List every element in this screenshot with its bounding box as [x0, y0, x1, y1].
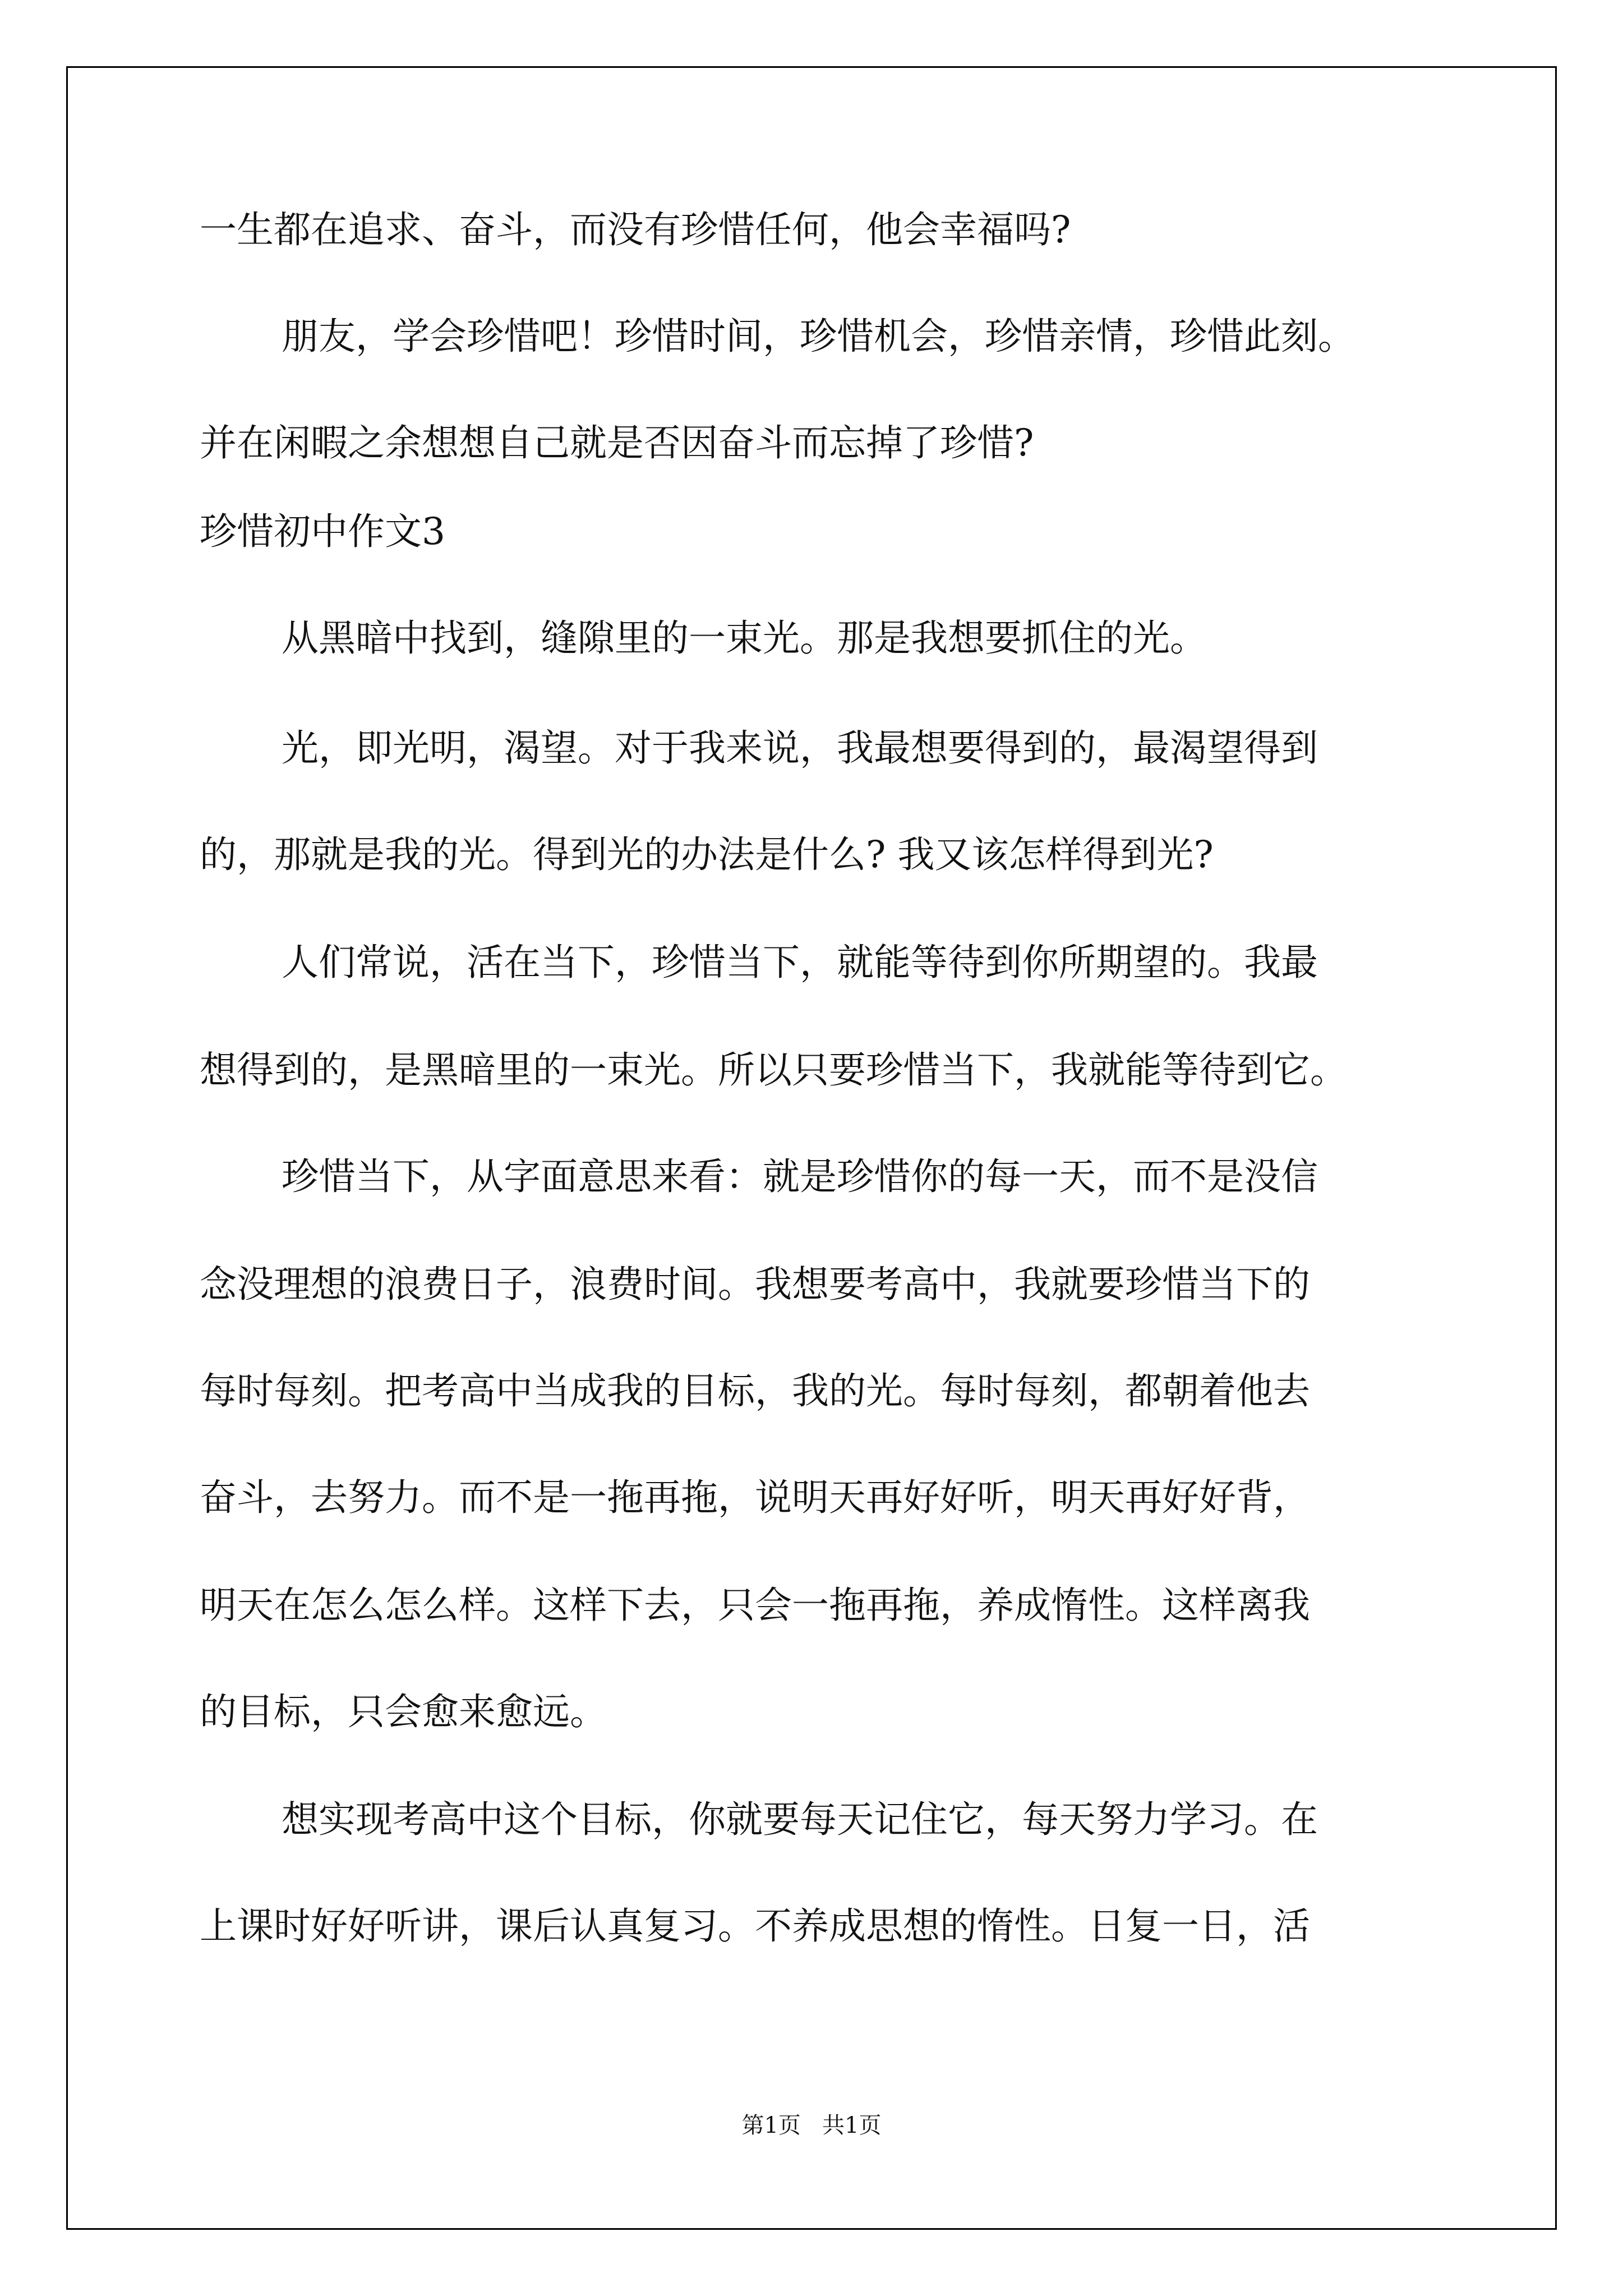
text-line: 上课时好好听讲，课后认真复习。不养成思想的惰性。日复一日，活	[200, 1904, 1310, 1948]
text-line: 人们常说，活在当下，珍惜当下，就能等待到你所期望的。我最	[282, 941, 1318, 984]
text-line: 想实现考高中这个目标，你就要每天记住它，每天努力学习。在	[282, 1798, 1318, 1841]
text-line: 从黑暗中找到，缝隙里的一束光。那是我想要抓住的光。	[282, 616, 1207, 660]
section-title: 珍惜初中作文3	[200, 510, 445, 553]
text-line: 想得到的，是黑暗里的一束光。所以只要珍惜当下，我就能等待到它。	[200, 1048, 1347, 1092]
text-line: 明天在怎么怎么样。这样下去，只会一拖再拖，养成惰性。这样离我	[200, 1584, 1310, 1627]
text-line: 每时每刻。把考高中当成我的目标，我的光。每时每刻，都朝着他去	[200, 1369, 1310, 1412]
text-line: 的，那就是我的光。得到光的办法是什么? 我又该怎样得到光?	[200, 833, 1214, 876]
text-line: 一生都在追求、奋斗，而没有珍惜任何，他会幸福吗?	[200, 208, 1071, 251]
text-line: 的目标，只会愈来愈远。	[200, 1690, 607, 1733]
text-line: 并在闲暇之余想想自己就是否因奋斗而忘掉了珍惜?	[200, 421, 1034, 464]
text-line: 珍惜当下，从字面意思来看：就是珍惜你的每一天，而不是没信	[282, 1155, 1318, 1198]
text-line: 奋斗，去努力。而不是一拖再拖，说明天再好好听，明天再好好背，	[200, 1476, 1310, 1519]
text-line: 光，即光明，渴望。对于我来说，我最想要得到的，最渴望得到	[282, 726, 1318, 770]
text-line: 朋友，学会珍惜吧！珍惜时间，珍惜机会，珍惜亲情，珍惜此刻。	[282, 315, 1355, 358]
page-number: 第1页 共1页	[741, 2113, 882, 2138]
text-line: 念没理想的浪费日子，浪费时间。我想要考高中，我就要珍惜当下的	[200, 1263, 1310, 1306]
